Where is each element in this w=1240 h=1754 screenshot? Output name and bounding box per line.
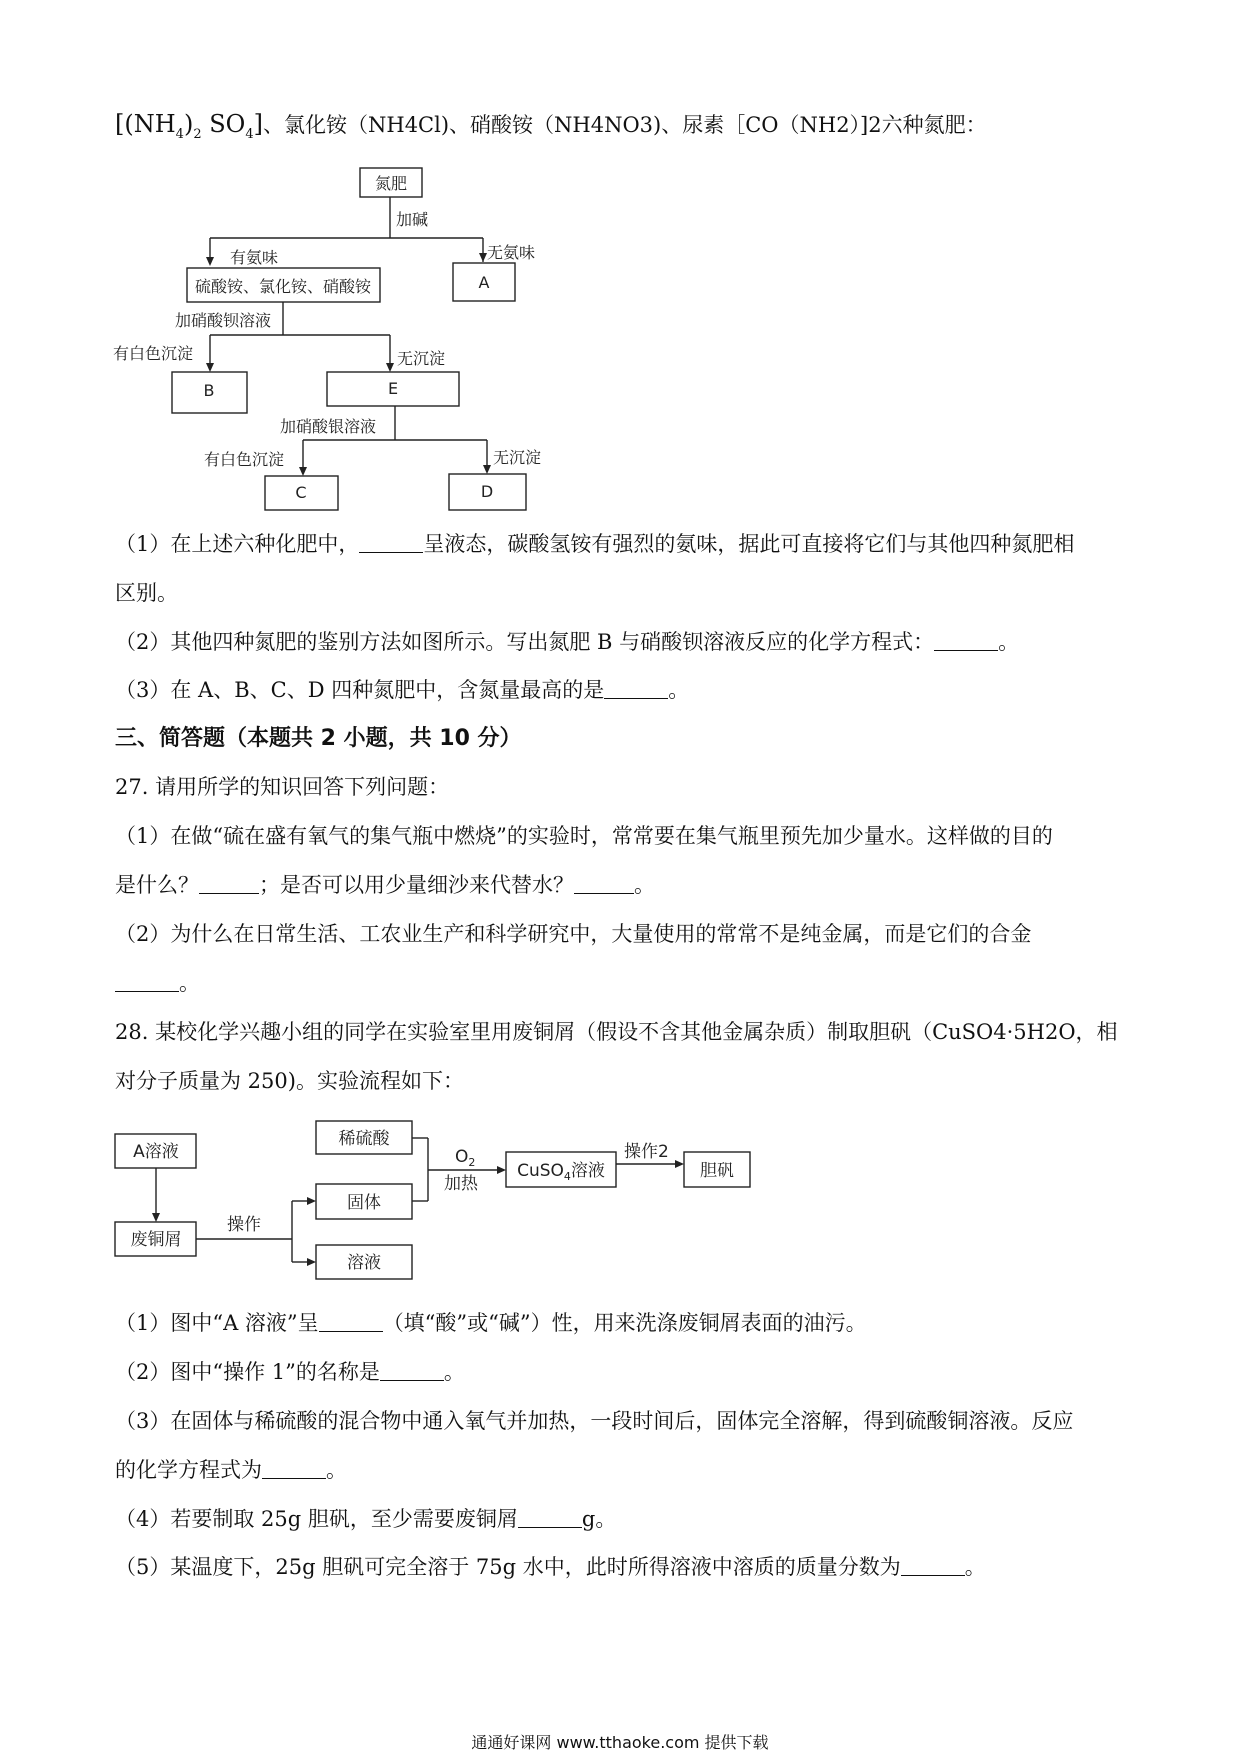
flow2-heat: 加热	[444, 1174, 478, 1194]
answer-blank[interactable]	[901, 1555, 965, 1576]
q28-part3: （3）在固体与稀硫酸的混合物中通入氧气并加热，一段时间后，固体完全溶解，得到硫酸铜溶液。反应	[115, 1409, 1074, 1433]
flow2-a-solution: A溶液	[133, 1142, 179, 1162]
flow1-box-a: A	[478, 273, 490, 292]
flow2-scrap: 废铜屑	[130, 1230, 182, 1250]
flow2-solution: 溶液	[347, 1253, 381, 1273]
intro-text: 、氯化铵（NH4Cl)、硝酸铵（NH4NO3)、尿素［CO（NH2）]2六种氮肥：	[263, 113, 987, 137]
answer-blank[interactable]	[380, 1360, 444, 1381]
answer-blank[interactable]	[518, 1507, 582, 1528]
section-heading: 三、简答题（本题共 2 小题，共 10 分）	[115, 726, 522, 751]
q26-part3: （3）在 A、B、C、D 四种氮肥中，含氮量最高的是 。	[115, 678, 690, 702]
q28-title-cont: 对分子质量为 250)。实验流程如下：	[115, 1069, 464, 1093]
flow2-solid: 固体	[347, 1193, 381, 1213]
answer-blank[interactable]	[319, 1311, 383, 1332]
q28-part5: （5）某温度下，25g 胆矾可完全溶于 75g 水中，此时所得溶液中溶质的质量分数为 。	[115, 1555, 986, 1579]
flow2-o2: $O_2$	[455, 1147, 476, 1169]
flow2-product: 胆矾	[700, 1161, 734, 1181]
q28-part2: （2）图中“操作 1”的名称是 。	[115, 1360, 465, 1384]
flow2-cuso4: CuSO$_4$溶液	[517, 1161, 605, 1183]
flow1-left-cond: 有氨味	[230, 248, 279, 267]
answer-blank[interactable]	[934, 630, 998, 651]
flow1-b-cond: 有白色沉淀	[113, 344, 194, 363]
flow1-step3: 加硝酸银溶液	[280, 417, 377, 436]
answer-blank[interactable]	[359, 532, 423, 553]
flow2-operation: 操作	[227, 1215, 261, 1235]
answer-blank[interactable]	[262, 1458, 326, 1479]
flow1-c-cond: 有白色沉淀	[204, 450, 285, 469]
q27-part1-cont: 是什么？ ；是否可以用少量细沙来代替水？ 。	[115, 873, 655, 897]
q26-part1-cont: 区别。	[115, 581, 178, 605]
intro-line	[115, 110, 987, 149]
flow1-step1: 加碱	[396, 210, 429, 229]
flow1-box-e: E	[387, 379, 399, 398]
flow1-box-b: B	[203, 381, 215, 400]
q28-part3-cont: 的化学方程式为 。	[115, 1458, 347, 1482]
q26-part2: （2）其他四种氮肥的鉴别方法如图所示。写出氮肥 B 与硝酸钡溶液反应的化学方程式： 。	[115, 630, 1020, 654]
q28-part4: （4）若要制取 25g 胆矾，至少需要废铜屑 g。	[115, 1507, 617, 1531]
flow1-root: 氮肥	[374, 174, 408, 193]
flow1-e-cond: 无沉淀	[397, 349, 446, 368]
flow1-right-cond: 无氨味	[487, 243, 536, 262]
q27-part1: （1）在做“硫在盛有氧气的集气瓶中燃烧”的实验时，常常要在集气瓶里预先加少量水。这样做的目的	[115, 824, 1053, 848]
flow1-box-c: C	[295, 483, 307, 502]
answer-blank[interactable]	[199, 873, 259, 894]
q27-title: 27. 请用所学的知识回答下列问题：	[115, 775, 450, 799]
q27-part2: （2）为什么在日常生活、工农业生产和科学研究中，大量使用的常常不是纯金属，而是它们的合金	[115, 922, 1032, 946]
answer-blank[interactable]	[574, 873, 634, 894]
q28-title: 28. 某校化学兴趣小组的同学在实验室里用废铜屑（假设不含其他金属杂质）制取胆矾（CuSO4·5H2O，相	[115, 1020, 1118, 1044]
page-footer[interactable]: 通通好课网 www.tthaoke.com 提供下载	[471, 1733, 769, 1752]
flow2-acid: 稀硫酸	[338, 1129, 390, 1149]
intro-formula: [$(NH_4)_2$ $SO_4$]	[115, 110, 263, 142]
answer-blank[interactable]	[115, 971, 179, 992]
flow1-step2: 加硝酸钡溶液	[175, 311, 272, 330]
q28-part1: （1）图中“A 溶液”呈 （填“酸”或“碱”）性，用来洗涤废铜屑表面的油污。	[115, 1311, 867, 1335]
flow1-group: 硫酸铵、氯化铵、硝酸铵	[194, 277, 372, 296]
q27-part2-cont: 。	[115, 969, 200, 997]
flow2-operation2: 操作2	[624, 1142, 669, 1162]
flow1-d-cond: 无沉淀	[493, 448, 542, 467]
q26-part1: （1）在上述六种化肥中， 呈液态，碳酸氢铵有强烈的氨味，据此可直接将它们与其他四种氮肥相	[115, 532, 1075, 556]
answer-blank[interactable]	[604, 678, 668, 699]
flow1-box-d: D	[480, 482, 494, 501]
